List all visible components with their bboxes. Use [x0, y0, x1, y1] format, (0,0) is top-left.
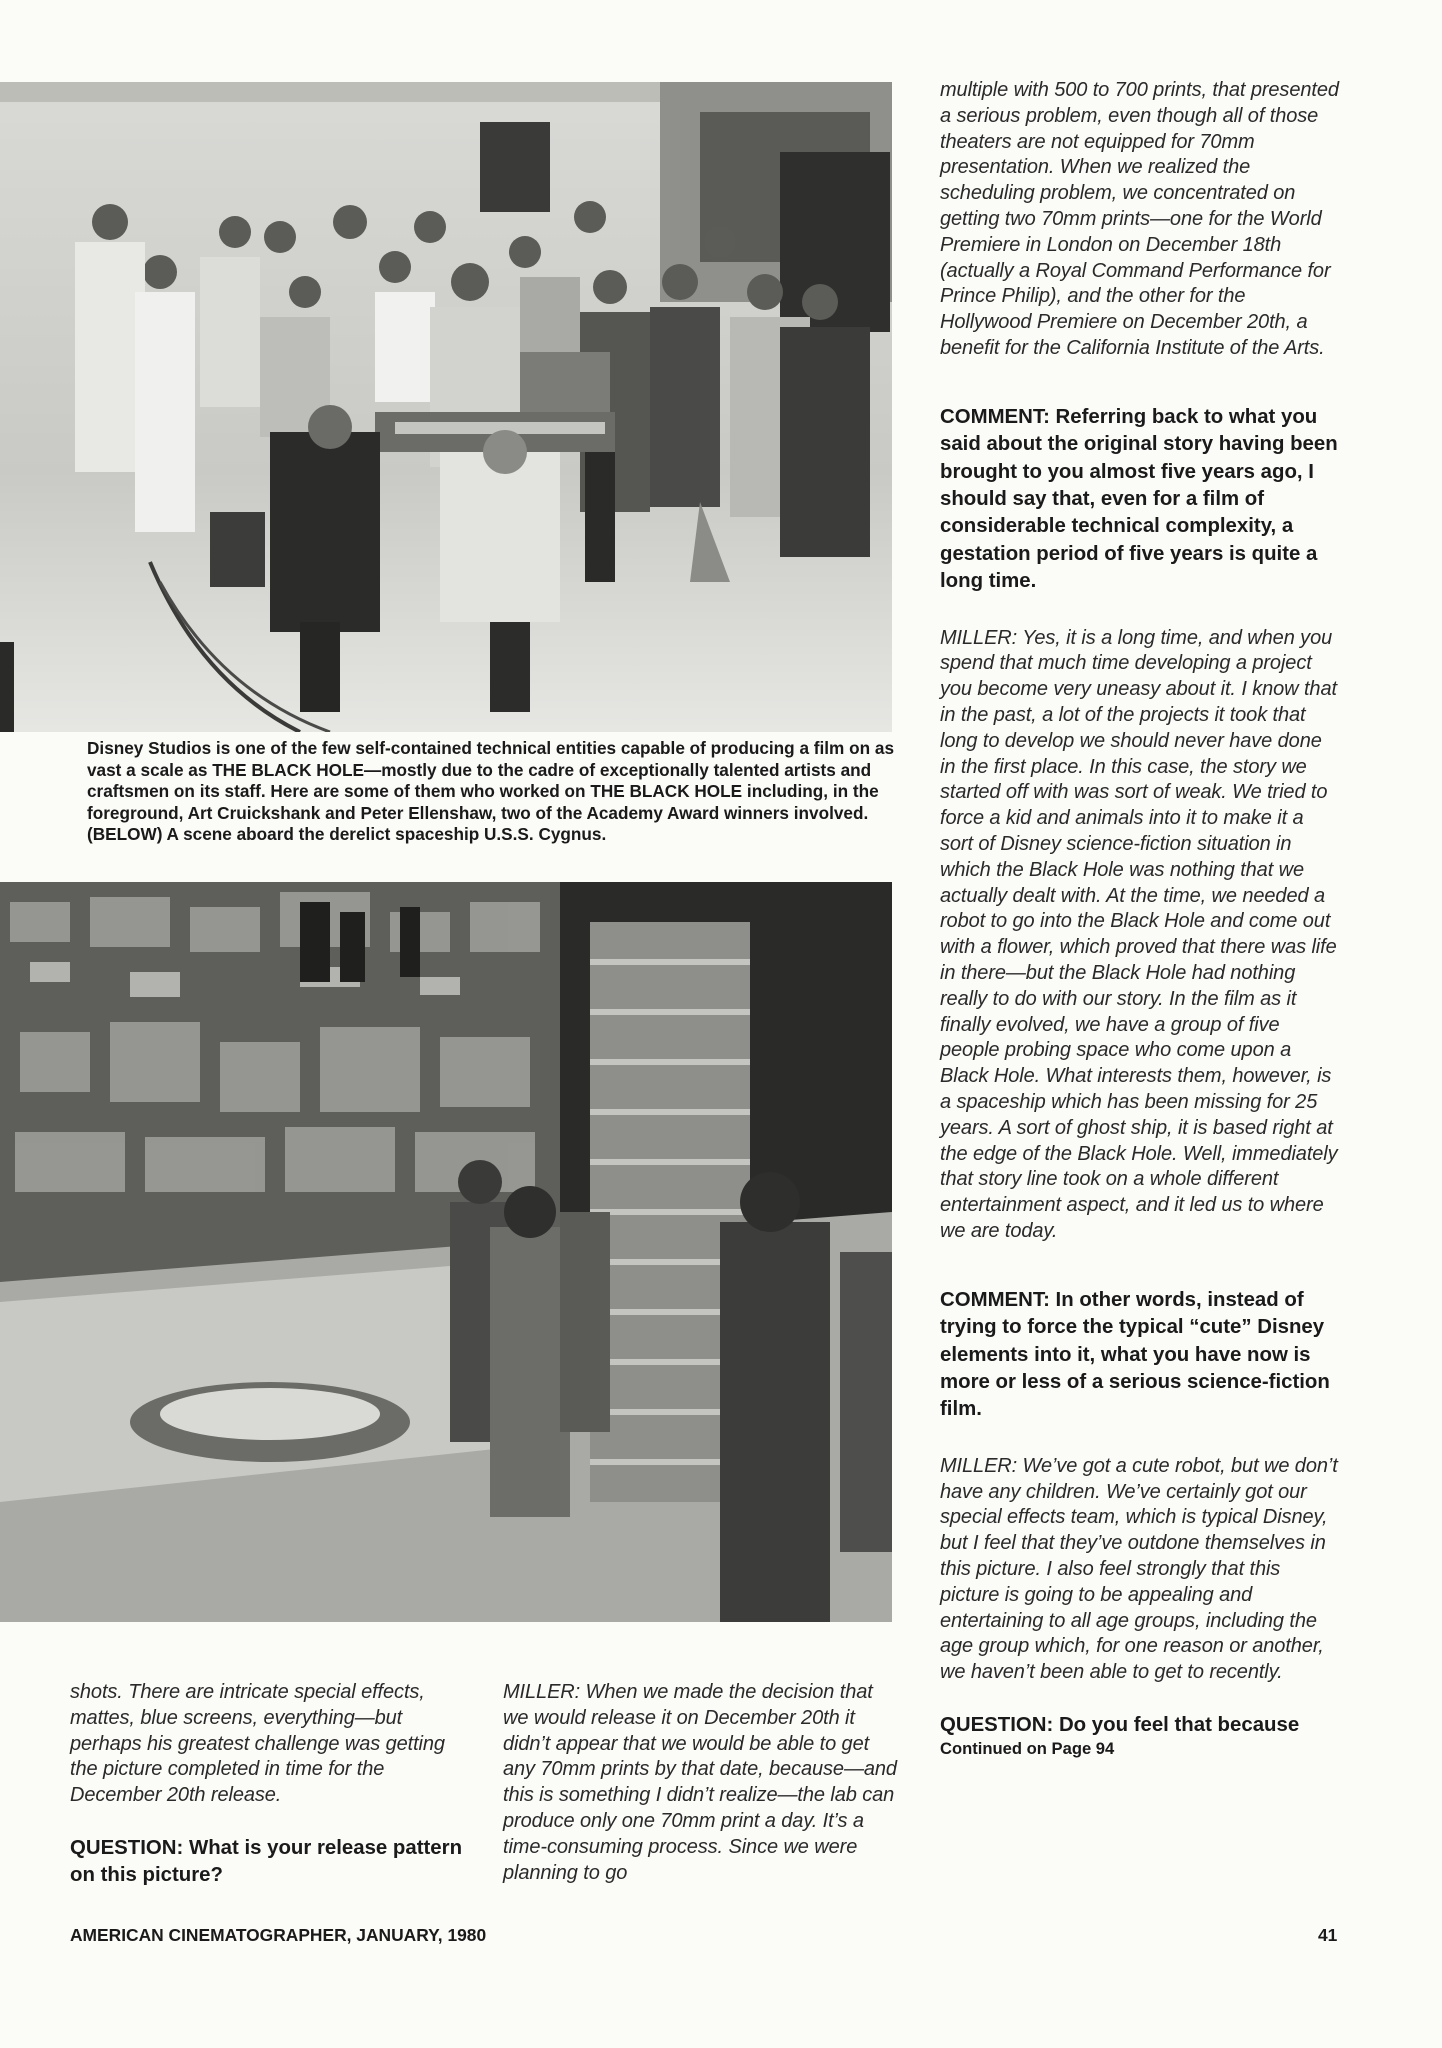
- bottom-middle-text-column: [503, 1680, 899, 1886]
- photo-caption: Disney Studios is one of the few self-contained technical entities capable of producing a film on as vast a scale as THE BLACK HOLE—mostly due to the cadre of exceptionally talented artists and craftsmen on its staff. Here are some of them who worked on THE BLACK HOLE including, in the foreground, Art Cruickshank and Peter Ellenshaw, two of the Academy Award winners involved. (BELOW) A scene aboard the derelict spaceship U.S.S. Cygnus.: [87, 738, 894, 845]
- bottom-left-text-column: [70, 1680, 466, 1890]
- question-release-pattern: QUESTION: What is your release pattern on this picture?: [70, 1836, 463, 1887]
- footer-page-number: 41: [1318, 1925, 1338, 1945]
- paragraph-cute-robot: MILLER: We’ve got a cute robot, but we don’t have any children. We’ve certainly got our special effects team, which is typical Disney, but I feel that they’ve outdone themselves in this picture. I also feel strongly that this picture is going to be appealing and entertaining to all age groups, including the age group which, for one reason or another, we haven’t been able to get to recently.: [940, 1454, 1338, 1684]
- crew-group-photo: [0, 82, 892, 732]
- paragraph-story-development: MILLER: Yes, it is a long time, and when you spend that much time developing a project you become very uneasy about it. I know that in the past, a lot of the projects it took that long to develop we should never have done in the first place. In this case, the story we started off with was sort of weak. We tried to force a kid and animals into it to make it a sort of Disney science-fiction situation in which the Black Hole was nothing that we actually dealt with. At the time, we needed a robot to go into the Black Hole and come out with a flower, which proved that there was life in there—but the Black Hole had nothing really to do with our story. In the film as it finally evolved, we have a group of five people probing space who come upon a Black Hole. What interests them, however, is a spaceship which has been missing for 25 years. A sort of ghost ship, it is based right at the edge of the Black Hole. Well, immediately that story line took on a whole different entertainment aspect, and it led us to where we are today.: [940, 626, 1338, 1242]
- continued-note: Continued on Page 94: [940, 1739, 1115, 1759]
- paragraph-premiere-prints: multiple with 500 to 700 prints, that presented a serious problem, even though all of those theaters are not equipped for 70mm presentation. When we realized the scheduling problem, we concentrated on getting two 70mm prints—one for the World Premiere in London on December 18th (actually a Royal Command Performance for Prince Philip), and the other for the Hollywood Premiere on December 20th, a benefit for the California Institute of the Arts.: [940, 79, 1339, 359]
- comment-gestation: COMMENT: Referring back to what you said about the original story having been brought to you almost five years ago, I should say that, even for a film of considerable technical complexity, a gestation period of five years is quite a long time.: [940, 405, 1338, 593]
- crew-photo-graphic: [0, 82, 892, 732]
- paragraph-special-effects: shots. There are intricate special effects, mattes, blue screens, everything—but perhaps his greatest challenge was getting the picture completed in time for the December 20th release.: [70, 1681, 445, 1807]
- cygnus-photo-graphic: [0, 882, 892, 1622]
- paragraph-release-decision: MILLER: When we made the decision that we would release it on December 20th it didn’t appear that we would be able to get any 70mm prints by that date, because—and this is something I didn’t realize—the lab can produce only one 70mm print a day. It’s a time-consuming process. Since we were planning to go: [503, 1681, 897, 1884]
- comment-cute-elements: COMMENT: In other words, instead of trying to force the typical “cute” Disney elements into it, what you have now is more or less of a serious science-fiction film.: [940, 1288, 1330, 1421]
- right-text-column: [940, 78, 1340, 1759]
- cygnus-scene-photo: [0, 882, 892, 1622]
- footer-publication-title: AMERICAN CINEMATOGRAPHER, JANUARY, 1980: [70, 1925, 487, 1945]
- question-do-you-feel: QUESTION: Do you feel that because: [940, 1713, 1300, 1736]
